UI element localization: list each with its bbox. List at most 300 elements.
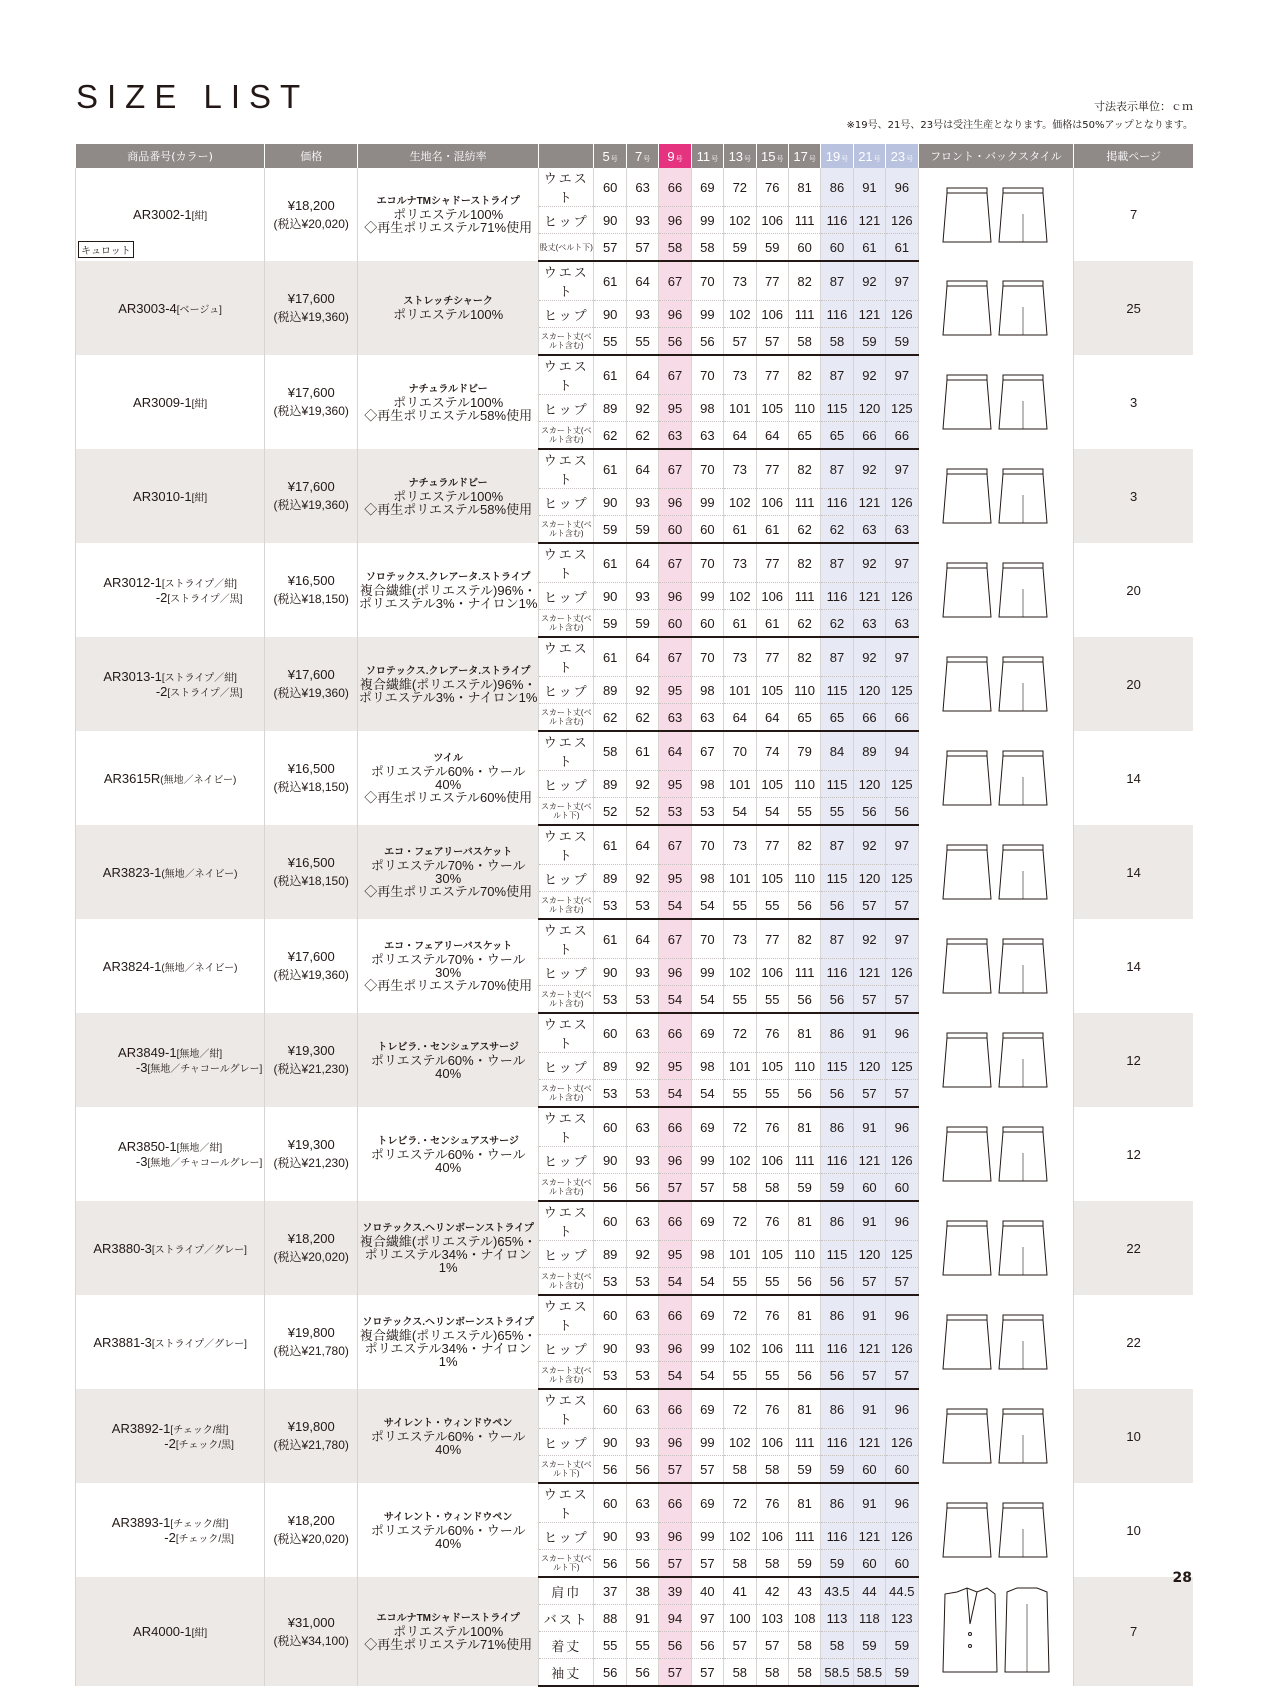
size-value: 102	[724, 1429, 756, 1456]
price: ¥17,600	[287, 479, 335, 494]
size-value: 70	[691, 355, 723, 395]
price-tax: (税込¥20,020)	[273, 1250, 349, 1264]
measure-label: ヒップ	[539, 1429, 594, 1456]
fabric-name: エコルナTMシャドーストライプ	[376, 1613, 520, 1624]
size-list-table	[75, 144, 1193, 1687]
product-code: AR3010-1	[133, 488, 192, 504]
size-value: 52	[626, 798, 658, 826]
table-row	[76, 1201, 1194, 1241]
fabric-name: ソロテックス.ヘリンボーンストライプ	[362, 1223, 534, 1234]
size-value: 111	[788, 207, 820, 234]
price: ¥17,600	[287, 385, 335, 400]
size-value: 106	[756, 489, 788, 516]
measure-label: ウエスト	[539, 1201, 594, 1241]
size-value: 73	[724, 355, 756, 395]
size-value: 92	[853, 261, 885, 301]
size-value: 96	[659, 1523, 691, 1550]
measure-label: ヒップ	[539, 489, 594, 516]
size-value: 58	[756, 1456, 788, 1484]
size-value: 61	[756, 516, 788, 544]
size-value: 96	[659, 1429, 691, 1456]
size-value: 70	[691, 919, 723, 959]
size-value: 60	[691, 516, 723, 544]
price: ¥19,300	[287, 1137, 335, 1152]
size-value: 105	[756, 395, 788, 422]
size-value: 76	[756, 1389, 788, 1429]
size-value: 53	[594, 1080, 626, 1108]
size-value: 60	[659, 610, 691, 638]
fabric-line: 複合繊維(ポリエステル)96%・	[359, 676, 537, 692]
size-value: 110	[788, 1241, 820, 1268]
size-value: 73	[724, 637, 756, 677]
size-value: 73	[724, 449, 756, 489]
size-value: 57	[886, 892, 918, 920]
size-value: 59	[853, 328, 885, 356]
size-value: 93	[626, 1523, 658, 1550]
header-size: 5号	[594, 144, 626, 168]
size-value: 102	[724, 959, 756, 986]
size-value: 81	[788, 1295, 820, 1335]
size-value: 63	[886, 516, 918, 544]
price-cell	[265, 637, 358, 731]
size-value: 63	[626, 1107, 658, 1147]
product-cell	[76, 1013, 265, 1107]
size-value: 58	[756, 1550, 788, 1578]
skirt-sketch-icon	[937, 1311, 1055, 1373]
size-value: 58	[756, 1659, 788, 1687]
size-value: 59	[821, 1456, 853, 1484]
size-value: 56	[788, 1362, 820, 1390]
product-code-variant: -2[チェック/黒]	[164, 1436, 234, 1451]
size-value: 111	[788, 1335, 820, 1362]
style-sketch	[918, 1483, 1074, 1577]
fabric-cell	[358, 1295, 539, 1389]
product-cell	[76, 543, 265, 637]
size-value: 92	[853, 637, 885, 677]
fabric-line: ◇再生ポリエステル70%使用	[364, 884, 533, 899]
size-value: 57	[886, 1268, 918, 1296]
size-value: 99	[691, 1429, 723, 1456]
size-value: 77	[756, 919, 788, 959]
fabric-line: ポリエステル3%・ナイロン1%	[358, 689, 538, 705]
size-value: 126	[886, 583, 918, 610]
size-value: 87	[821, 637, 853, 677]
size-value: 79	[788, 731, 820, 771]
size-value: 115	[821, 865, 853, 892]
size-value: 96	[886, 1389, 918, 1429]
size-value: 77	[756, 449, 788, 489]
size-value: 62	[821, 516, 853, 544]
size-value: 55	[594, 328, 626, 356]
size-value: 106	[756, 1335, 788, 1362]
price: ¥18,200	[287, 1231, 335, 1246]
product-color: [ベージュ]	[176, 304, 222, 316]
size-value: 93	[626, 583, 658, 610]
page-title: SIZE LIST	[76, 78, 310, 115]
size-value: 55	[724, 1362, 756, 1390]
size-value: 65	[788, 704, 820, 732]
size-value: 70	[691, 261, 723, 301]
size-value: 56	[691, 1632, 723, 1659]
size-value: 126	[886, 301, 918, 328]
size-value: 95	[659, 771, 691, 798]
size-value: 56	[659, 328, 691, 356]
size-value: 56	[594, 1550, 626, 1578]
size-value: 91	[853, 1483, 885, 1523]
size-value: 91	[853, 1389, 885, 1429]
measure-label: ウエスト	[539, 261, 594, 301]
size-value: 93	[626, 207, 658, 234]
size-value: 116	[821, 1147, 853, 1174]
header-size: 13号	[724, 144, 756, 168]
page-ref: 25	[1074, 261, 1193, 355]
skirt-sketch-icon	[937, 747, 1055, 809]
style-sketch	[918, 261, 1074, 355]
size-value: 92	[853, 449, 885, 489]
style-sketch	[918, 1107, 1074, 1201]
size-value: 66	[659, 168, 691, 207]
size-value: 69	[691, 1483, 723, 1523]
size-value: 69	[691, 1295, 723, 1335]
size-value: 63	[853, 610, 885, 638]
product-code: AR3012-1	[103, 575, 162, 590]
size-value: 64	[756, 704, 788, 732]
size-value: 90	[594, 583, 626, 610]
size-value: 91	[853, 1013, 885, 1053]
size-value: 120	[853, 771, 885, 798]
size-value: 59	[594, 516, 626, 544]
product-color: [ストライプ／グレー]	[151, 1338, 247, 1350]
size-value: 61	[756, 610, 788, 638]
size-value: 53	[626, 1268, 658, 1296]
size-value: 65	[821, 422, 853, 450]
skirt-sketch-icon	[937, 465, 1055, 527]
size-value: 81	[788, 168, 820, 207]
price: ¥16,500	[287, 855, 335, 870]
table-header	[76, 144, 1194, 168]
table-row	[76, 261, 1194, 301]
size-value: 82	[788, 355, 820, 395]
fabric-cell	[358, 1389, 539, 1483]
size-value: 121	[853, 489, 885, 516]
size-value: 126	[886, 1147, 918, 1174]
size-value: 60	[853, 1174, 885, 1202]
fabric-line: ポリエステル34%・ナイロン1%	[364, 1341, 532, 1369]
skirt-sketch-icon	[937, 559, 1055, 621]
header-size: 19号	[821, 144, 853, 168]
size-value: 116	[821, 959, 853, 986]
size-value: 62	[626, 704, 658, 732]
size-value: 55	[756, 986, 788, 1014]
size-value: 60	[594, 168, 626, 207]
page-ref: 14	[1074, 919, 1193, 1013]
size-value: 57	[659, 1659, 691, 1687]
size-value: 97	[886, 919, 918, 959]
size-value: 111	[788, 489, 820, 516]
style-sketch	[918, 449, 1074, 543]
size-value: 106	[756, 1523, 788, 1550]
size-value: 102	[724, 1335, 756, 1362]
price-cell	[265, 731, 358, 825]
price-cell	[265, 1483, 358, 1577]
size-value: 126	[886, 1523, 918, 1550]
size-value: 56	[821, 1080, 853, 1108]
size-value: 98	[691, 865, 723, 892]
style-sketch	[918, 168, 1074, 261]
measure-label: ヒップ	[539, 395, 594, 422]
product-code-variant: -3[無地／チャコールグレー]	[135, 1154, 263, 1169]
skirt-sketch-icon	[937, 1029, 1055, 1091]
size-value: 66	[853, 704, 885, 732]
size-value: 105	[756, 865, 788, 892]
size-value: 58	[659, 234, 691, 262]
measure-label: スカート丈(ベルト下)	[539, 1550, 594, 1578]
measure-label: スカート丈(ベルト下)	[539, 798, 594, 826]
measure-label: ウエスト	[539, 543, 594, 583]
size-value: 70	[691, 825, 723, 865]
size-value: 57	[853, 1080, 885, 1108]
product-code: AR3824-1	[102, 958, 162, 974]
table-row	[76, 919, 1194, 959]
size-value: 54	[724, 798, 756, 826]
size-value: 116	[821, 301, 853, 328]
size-value: 120	[853, 865, 885, 892]
size-value: 38	[626, 1577, 658, 1605]
size-value: 87	[821, 261, 853, 301]
table-row	[76, 1013, 1194, 1053]
size-value: 89	[594, 771, 626, 798]
size-value: 57	[886, 1362, 918, 1390]
size-value: 43.5	[821, 1577, 853, 1605]
size-value: 57	[853, 986, 885, 1014]
size-value: 69	[691, 1201, 723, 1241]
size-value: 60	[788, 234, 820, 262]
size-value: 67	[659, 261, 691, 301]
style-sketch	[918, 1013, 1074, 1107]
header-style: フロント・バックスタイル	[918, 144, 1074, 168]
header-size: 7号	[626, 144, 658, 168]
size-value: 61	[853, 234, 885, 262]
header-product: 商品番号(カラー)	[76, 144, 265, 168]
size-value: 106	[756, 959, 788, 986]
size-value: 60	[886, 1174, 918, 1202]
table-row	[76, 449, 1194, 489]
size-value: 62	[788, 610, 820, 638]
price-tax: (税込¥21,780)	[273, 1438, 349, 1452]
size-value: 91	[853, 168, 885, 207]
size-value: 57	[691, 1659, 723, 1687]
size-value: 76	[756, 168, 788, 207]
page-ref: 20	[1074, 637, 1193, 731]
size-value: 56	[821, 1362, 853, 1390]
measure-label: ヒップ	[539, 1523, 594, 1550]
price-cell	[265, 1295, 358, 1389]
size-value: 59	[886, 1659, 918, 1687]
table-row	[76, 825, 1194, 865]
size-value: 95	[659, 677, 691, 704]
product-code-variant: -2[ストライプ／黒]	[155, 684, 243, 699]
size-value: 55	[821, 798, 853, 826]
size-value: 70	[691, 543, 723, 583]
size-value: 111	[788, 583, 820, 610]
price-tax: (税込¥34,100)	[273, 1633, 349, 1648]
fabric-cell	[358, 637, 539, 731]
size-value: 126	[886, 489, 918, 516]
size-value: 115	[821, 677, 853, 704]
size-value: 91	[853, 1295, 885, 1335]
size-value: 63	[659, 704, 691, 732]
size-value: 95	[659, 1053, 691, 1080]
header-price: 価格	[265, 144, 358, 168]
size-value: 55	[756, 1268, 788, 1296]
product-cell	[76, 1201, 265, 1295]
measure-label: ヒップ	[539, 301, 594, 328]
size-value: 86	[821, 168, 853, 207]
price-tax: (税込¥19,360)	[273, 968, 349, 982]
size-value: 57	[853, 892, 885, 920]
price: ¥19,300	[287, 1043, 335, 1058]
product-color: [ストライプ／紺]	[161, 579, 237, 590]
size-value: 57	[756, 328, 788, 356]
size-value: 121	[853, 1429, 885, 1456]
size-value: 58	[594, 731, 626, 771]
size-value: 77	[756, 355, 788, 395]
product-color: [紺]	[191, 211, 208, 222]
size-value: 61	[594, 543, 626, 583]
size-value: 96	[659, 301, 691, 328]
measure-label: ウエスト	[539, 1013, 594, 1053]
size-value: 97	[886, 637, 918, 677]
size-value: 126	[886, 959, 918, 986]
measure-label: スカート丈(ベルト含む)	[539, 328, 594, 356]
size-value: 57	[886, 1080, 918, 1108]
measure-label: ヒップ	[539, 1147, 594, 1174]
size-value: 66	[659, 1483, 691, 1523]
fabric-cell	[358, 731, 539, 825]
skirt-sketch-icon	[937, 1217, 1055, 1279]
size-value: 99	[691, 1523, 723, 1550]
fabric-name: ソロテックス.クレアータ.ストライプ	[365, 571, 531, 583]
size-value: 63	[886, 610, 918, 638]
size-value: 76	[756, 1201, 788, 1241]
table-row	[76, 1483, 1194, 1523]
page-ref: 12	[1074, 1107, 1193, 1201]
product-code: AR3013-1	[103, 669, 162, 684]
measure-label: スカート丈(ベルト含む)	[539, 610, 594, 638]
header-label	[539, 144, 594, 168]
size-value: 62	[821, 610, 853, 638]
price-tax: (税込¥19,360)	[273, 686, 349, 700]
size-value: 96	[659, 583, 691, 610]
size-value: 116	[821, 1429, 853, 1456]
size-value: 56	[788, 1080, 820, 1108]
size-value: 72	[724, 1201, 756, 1241]
size-value: 64	[626, 261, 658, 301]
header-fabric: 生地名・混紡率	[358, 144, 539, 168]
size-value: 62	[626, 422, 658, 450]
skirt-sketch-icon	[937, 841, 1055, 903]
size-value: 92	[626, 865, 658, 892]
skirt-sketch-icon	[937, 277, 1055, 339]
size-value: 86	[821, 1013, 853, 1053]
size-value: 58	[724, 1550, 756, 1578]
size-value: 56	[788, 892, 820, 920]
measure-label: スカート丈(ベルト含む)	[539, 704, 594, 732]
fabric-line: ◇再生ポリエステル71%使用	[364, 220, 533, 235]
size-value: 59	[724, 234, 756, 262]
size-value: 82	[788, 825, 820, 865]
size-value: 59	[853, 1632, 885, 1659]
header-size: 11号	[691, 144, 723, 168]
measure-label: スカート丈(ベルト含む)	[539, 892, 594, 920]
size-value: 81	[788, 1389, 820, 1429]
product-code: AR3003-4	[118, 300, 177, 316]
product-code: AR3881-3	[93, 1334, 152, 1350]
size-value: 81	[788, 1483, 820, 1523]
price: ¥17,600	[287, 291, 335, 306]
size-value: 93	[626, 489, 658, 516]
price-tax: (税込¥20,020)	[273, 1532, 349, 1546]
size-value: 72	[724, 1013, 756, 1053]
size-value: 101	[724, 677, 756, 704]
style-sketch	[918, 1389, 1074, 1483]
size-value: 102	[724, 207, 756, 234]
size-value: 111	[788, 1429, 820, 1456]
size-value: 62	[594, 422, 626, 450]
size-value: 55	[626, 1632, 658, 1659]
size-value: 98	[691, 677, 723, 704]
size-value: 56	[626, 1456, 658, 1484]
size-value: 102	[724, 301, 756, 328]
size-value: 110	[788, 395, 820, 422]
measure-label: ヒップ	[539, 583, 594, 610]
size-value: 54	[691, 892, 723, 920]
size-value: 72	[724, 168, 756, 207]
size-value: 105	[756, 1053, 788, 1080]
size-value: 76	[756, 1483, 788, 1523]
fabric-line: ポリエステル60%・ウール40%	[370, 1428, 526, 1457]
size-value: 60	[853, 1456, 885, 1484]
size-value: 111	[788, 301, 820, 328]
size-value: 64	[626, 919, 658, 959]
size-value: 121	[853, 1335, 885, 1362]
size-value: 61	[724, 516, 756, 544]
size-value: 72	[724, 1107, 756, 1147]
product-color: [紺]	[191, 1628, 208, 1639]
size-value: 60	[594, 1013, 626, 1053]
size-value: 95	[659, 395, 691, 422]
size-value: 53	[594, 1268, 626, 1296]
size-value: 120	[853, 395, 885, 422]
size-value: 99	[691, 1335, 723, 1362]
size-value: 60	[594, 1201, 626, 1241]
size-value: 54	[659, 1080, 691, 1108]
product-cell	[76, 825, 265, 919]
size-value: 111	[788, 959, 820, 986]
fabric-cell	[358, 919, 539, 1013]
size-value: 99	[691, 1147, 723, 1174]
size-value: 94	[886, 731, 918, 771]
size-value: 125	[886, 1241, 918, 1268]
size-value: 86	[821, 1107, 853, 1147]
measure-label: スカート丈(ベルト含む)	[539, 1080, 594, 1108]
product-code: AR4000-1	[133, 1624, 192, 1639]
measure-label: バスト	[539, 1605, 594, 1632]
size-value: 99	[691, 301, 723, 328]
size-value: 57	[853, 1362, 885, 1390]
price-tax: (税込¥18,150)	[273, 780, 349, 794]
size-value: 55	[594, 1632, 626, 1659]
